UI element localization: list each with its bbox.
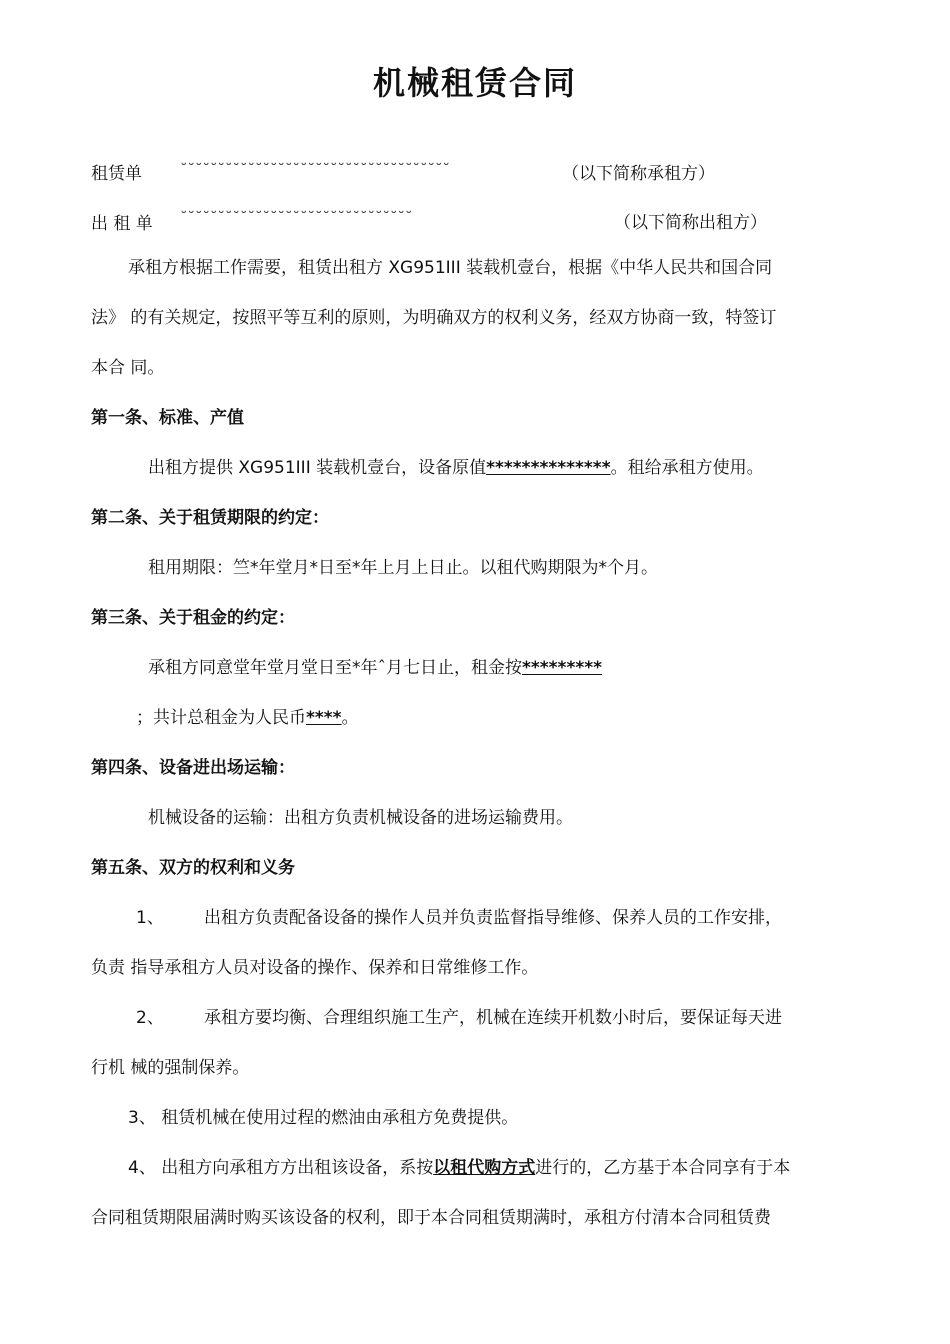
item-3: 3、 租赁机械在使用过程的燃油由承租方免费提供。 (128, 1108, 519, 1128)
intro-line-3: 本合 同。 (91, 358, 165, 378)
article-2-text: 租用期限：竺*年堂月*日至*年上月上日止。以租代购期限为*个月。 (148, 558, 658, 578)
article-3-line-2-post: 。 (341, 708, 359, 728)
article-3-line-2 (136, 708, 359, 728)
item-1-line-2: 负责 指导承租方人员对设备的操作、保养和日常维修工作。 (91, 958, 539, 978)
item-2-number: 2、 (136, 1008, 164, 1028)
item-4-post: 进行的，乙方基于本合同享有于本 (535, 1158, 791, 1178)
article-3-total-value: **** (306, 708, 342, 728)
article-1-text-post: 。租给承租方使用。 (610, 458, 764, 478)
item-4-line-1 (128, 1158, 790, 1178)
item-4-underlined: 以租代购方式 (433, 1158, 536, 1178)
item-2-line-2: 行机 械的强制保养。 (91, 1058, 250, 1078)
party-b-blank: ˘˘˘˘˘˘˘˘˘˘˘˘˘˘˘˘˘˘˘˘˘˘˘˘˘˘˘˘˘˘˘ (180, 209, 413, 227)
article-4-heading: 第四条、设备进出场运输： (91, 758, 295, 778)
party-a-blank: ˘˘˘˘˘˘˘˘˘˘˘˘˘˘˘˘˘˘˘˘˘˘˘˘˘˘˘˘˘˘˘˘˘˘˘˘ (180, 161, 450, 179)
article-1-value: ************** (486, 458, 611, 478)
party-a-note: （以下简称承租方） (562, 164, 715, 184)
party-b-label: 出 租 单 (91, 214, 153, 234)
article-1-text (148, 458, 764, 478)
article-3-rent-value: ********* (522, 658, 603, 678)
intro-line-2: 法》 的有关规定，按照平等互利的原则，为明确双方的权利义务，经双方协商一致，特签订 (91, 308, 777, 328)
article-3-line-2-pre: ；共计总租金为人民币 (136, 708, 306, 728)
party-b-note: （以下简称出租方） (614, 213, 767, 233)
article-3-line-1 (148, 658, 602, 678)
article-1-heading: 第一条、标准、产值 (91, 408, 244, 428)
article-4-text: 机械设备的运输：出租方负责机械设备的进场运输费用。 (148, 808, 573, 828)
document-title: 机械租赁合同 (372, 64, 577, 102)
intro-line-1: 承租方根据工作需要，租赁出租方 XG951III 装载机壹台，根据《中华人民共和国合同 (128, 258, 773, 278)
item-2-line-1: 承租方要均衡、合理组织施工生产，机械在连续开机数小时后，要保证每天进 (204, 1008, 782, 1028)
article-5-heading: 第五条、双方的权利和义务 (91, 858, 295, 878)
item-1-number: 1、 (136, 908, 164, 928)
article-1-text-pre: 出租方提供 XG951III 装载机壹台，设备原值 (148, 458, 487, 478)
article-2-heading: 第二条、关于租赁期限的约定： (91, 508, 329, 528)
article-3-line-1-pre: 承租方同意堂年堂月堂日至*年ˆ月七日止，租金按 (148, 658, 522, 678)
article-3-heading: 第三条、关于租金的约定： (91, 608, 295, 628)
party-a-label: 租赁单 (91, 164, 142, 184)
item-4-line-2: 合同租赁期限届满时购买该设备的权利，即于本合同租赁期满时，承租方付清本合同租赁费 (91, 1208, 771, 1228)
item-4-pre: 4、 出租方向承租方方出租该设备，系按 (128, 1158, 434, 1178)
item-1-line-1: 出租方负责配备设备的操作人员并负责监督指导维修、保养人员的工作安排， (204, 908, 782, 928)
